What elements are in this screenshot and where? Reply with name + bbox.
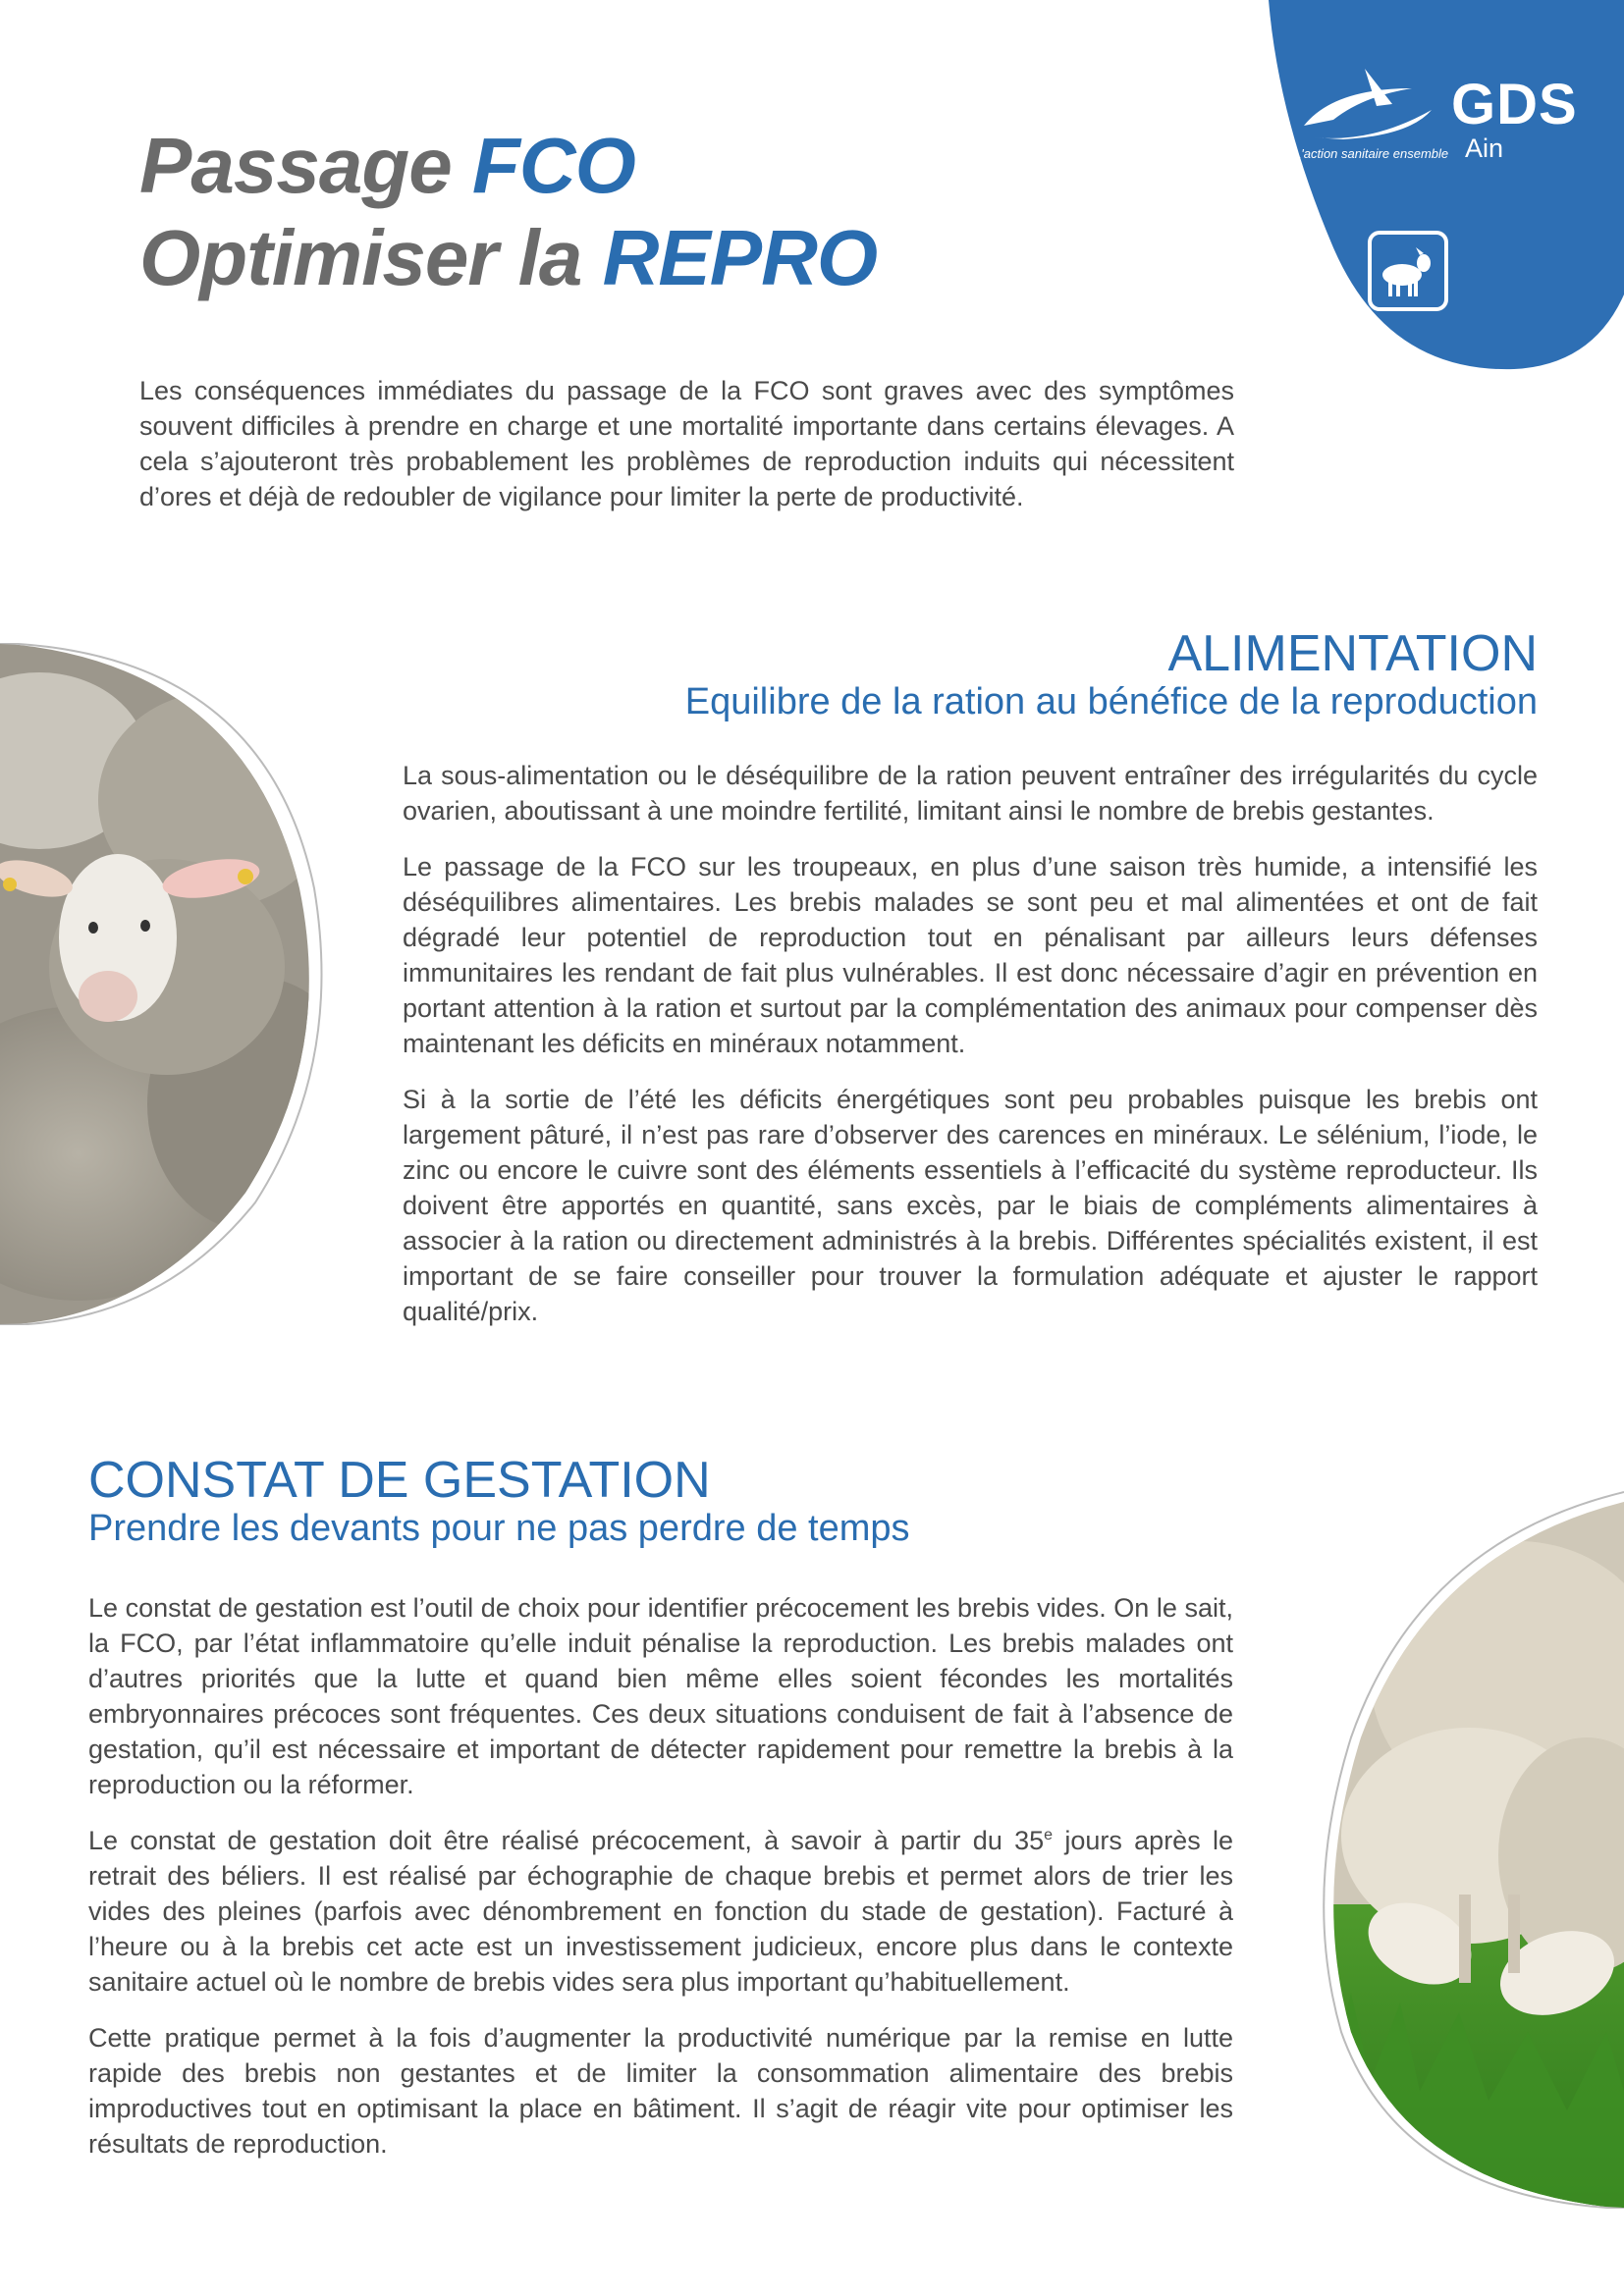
alimentation-body	[403, 758, 1538, 1350]
title-line2-text: Optimiser la	[139, 214, 603, 301]
sheep-flock-photo	[0, 643, 324, 1325]
constat-paragraph: Cette pratique permet à la fois d’augmenter la productivité numérique par la remise en lutte rapide des brebis non gestantes et de limiter la consommation alimentaire des brebis improductives tout en optimisant la place en bâtiment. Il s’agit de réagir vite pour optimiser les résultats de reproduction.	[88, 2023, 1233, 2159]
alimentation-paragraph: Si à la sortie de l’été les déficits énergétiques sont peu probables puisque les brebis ont largement pâturé, il n’est pas rare d’observer des carences en minéraux. Le sélénium, l’iode, le zinc ou encore le cuivre sont des éléments essentiels à l’efficacité du système reproducteur. Ils doivent être apportés en quantité, sans excès, par le biais de compléments alimentaires à associer à la ration ou directement administrés à la brebis. Différentes spécialités existent, il est important de se faire conseiller pour trouver la formulation adéquate et ajuster le rapport qualité/prix.	[403, 1085, 1538, 1326]
logo-tagline: L'action sanitaire ensemble	[1294, 146, 1449, 161]
logo-name: GDS	[1451, 73, 1578, 136]
alimentation-paragraph: La sous-alimentation ou le déséquilibre de la ration peuvent entraîner des irrégularités du cycle ovarien, aboutissant à une moindre fertilité, limitant ainsi le nombre de brebis gestantes.	[403, 761, 1538, 826]
section-subtitle-constat: Prendre les devants pour ne pas perdre de temps	[88, 1508, 910, 1549]
gds-swoosh-icon	[1294, 59, 1441, 147]
section-title-constat: CONSTAT DE GESTATION	[88, 1452, 711, 1509]
sheep-icon	[1367, 230, 1449, 312]
constat-body	[88, 1590, 1233, 2182]
constat-paragraph	[88, 1823, 1233, 2000]
section-subtitle-alimentation: Equilibre de la ration au bénéfice de la reproduction	[684, 681, 1538, 722]
title-line1-text: Passage	[139, 122, 472, 209]
section-title-alimentation: ALIMENTATION	[1167, 625, 1538, 682]
logo-background	[1239, 0, 1624, 371]
title-line2-accent: REPRO	[602, 214, 878, 301]
superscript: e	[1044, 1827, 1054, 1843]
constat-p2-text: Le constat de gestation doit être réalisé précocement, à savoir à partir du 35	[88, 1826, 1045, 1855]
title-line1-accent: FCO	[471, 122, 635, 209]
constat-paragraph: Le constat de gestation est l’outil de choix pour identifier précocement les brebis vides. On le sait, la FCO, par l’état inflammatoire qu’elle induit pénalise la reproduction. Les brebis malades ont d’autres priorités que la lutte et quand bien même elles soient fécondes les mortalités embryonnaires précoces sont fréquentes. Ces deux situations conduisent de fait à l’absence de gestation, qu’il est nécessaire et important de détecter rapidement pour remettre la brebis à la reproduction ou la réformer.	[88, 1593, 1233, 1799]
logo-region: Ain	[1465, 133, 1504, 163]
constat-p2-text: jours après le retrait des béliers. Il est réalisé par échographie de chaque brebis et permet alors de trier les vides des pleines (parfois avec dénombrement en fonction du stade de gestation). Facturé à l’heure ou à la brebis cet acte est un investissement judicieux, encore plus dans le contexte sanitaire actuel où le nombre de brebis vides sera plus important qu’habituellement.	[88, 1826, 1233, 1997]
alimentation-paragraph: Le passage de la FCO sur les troupeaux, en plus d’une saison très humide, a intensifié les déséquilibres alimentaires. Les brebis malades se sont peu et mal alimentées et ont de fait dégradé leur potentiel de reproduction tout en pénalisant par ailleurs leurs défenses immunitaires les rendant de fait plus vulnérables. Il est donc nécessaire d’agir en prévention en portant attention à la ration et surtout par la complémentation des animaux pour compenser dès maintenant les déficits en minéraux notamment.	[403, 852, 1538, 1058]
intro-paragraph: Les conséquences immédiates du passage de la FCO sont graves avec des symptômes souvent difficiles à prendre en charge et une mortalité importante dans certains élevages. A cela s’ajouteront très probablement les problèmes de reproduction induits qui nécessitent d’ores et déjà de redoubler de vigilance pour limiter la perte de productivité.	[139, 376, 1234, 511]
grazing-sheep-photo	[1312, 1482, 1624, 2209]
page-title	[139, 120, 877, 304]
